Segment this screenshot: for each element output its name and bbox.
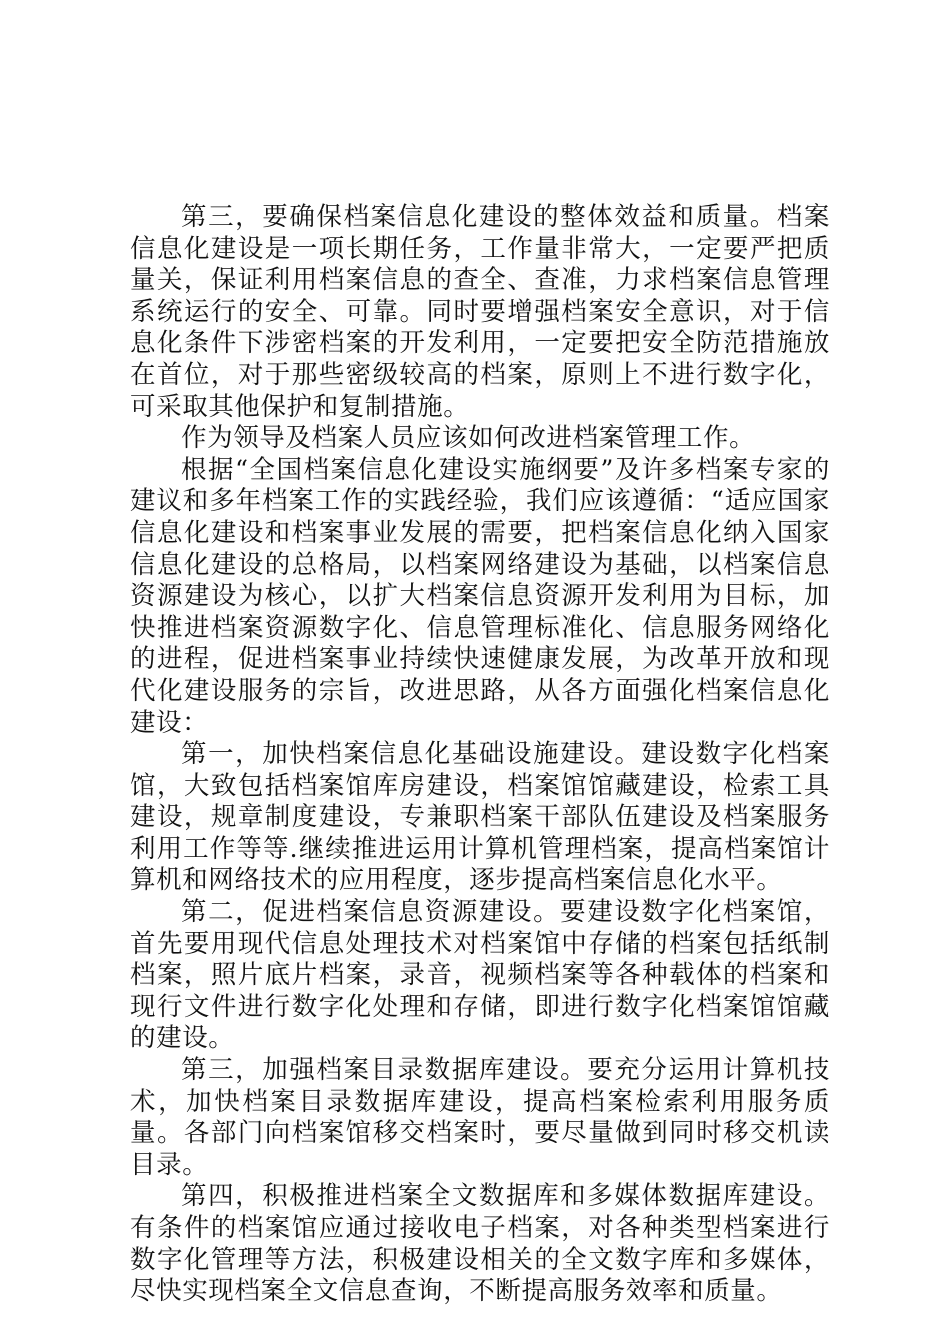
document-body	[130, 202, 830, 1308]
paragraph-guiding-principles: 根据“全国档案信息化建设实施纲要”及许多档案专家的建议和多年档案工作的实践经验，我们应该遵循：“适应国家信息化建设和档案事业发展的需要，把档案信息化纳入国家信息化建设的总格局，以档案网络建设为基础，以档案信息资源建设为核心，以扩大档案信息资源开发利用为目标，加快推进档案资源数字化、信息管理标准化、信息服务网络化的进程，促进档案事业持续快速健康发展，为改革开放和现代化建设服务的宗旨，改进思路，从各方面强化档案信息化建设：	[130, 454, 830, 738]
paragraph-fulltext-multimedia: 第四，积极推进档案全文数据库和多媒体数据库建设。有条件的档案馆应通过接收电子档案，对各种类型档案进行数字化管理等方法，积极建设相关的全文数字库和多媒体，尽快实现档案全文信息查询，不断提高服务效率和质量。	[130, 1181, 830, 1307]
paragraph-catalog-database: 第三，加强档案目录数据库建设。要充分运用计算机技术，加快档案目录数据库建设，提高档案检索利用服务质量。各部门向档案馆移交档案时，要尽量做到同时移交机读目录。	[130, 1055, 830, 1180]
paragraph-information-resources: 第二，促进档案信息资源建设。要建设数字化档案馆，首先要用现代信息处理技术对档案馆中存储的档案包括纸制档案，照片底片档案，录音，视频档案等各种载体的档案和现行文件进行数字化处理和存储，即进行数字化档案馆馆藏的建设。	[130, 897, 830, 1054]
paragraph-ensure-quality: 第三，要确保档案信息化建设的整体效益和质量。档案信息化建设是一项长期任务，工作量非常大，一定要严把质量关，保证利用档案信息的查全、查准，力求档案信息管理系统运行的安全、可靠。同时要增强档案安全意识，对于信息化条件下涉密档案的开发利用，一定要把安全防范措施放在首位，对于那些密级较高的档案，原则上不进行数字化，可采取其他保护和复制措施。	[130, 202, 830, 422]
paragraph-infrastructure: 第一，加快档案信息化基础设施建设。建设数字化档案馆，大致包括档案馆库房建设，档案馆馆藏建设，检索工具建设，规章制度建设，专兼职档案干部队伍建设及档案服务利用工作等等.继续推进运用计算机管理档案，提高档案馆计算机和网络技术的应用程度，逐步提高档案信息化水平。	[130, 739, 830, 896]
paragraph-leadership-question: 作为领导及档案人员应该如何改进档案管理工作。	[181, 423, 756, 454]
